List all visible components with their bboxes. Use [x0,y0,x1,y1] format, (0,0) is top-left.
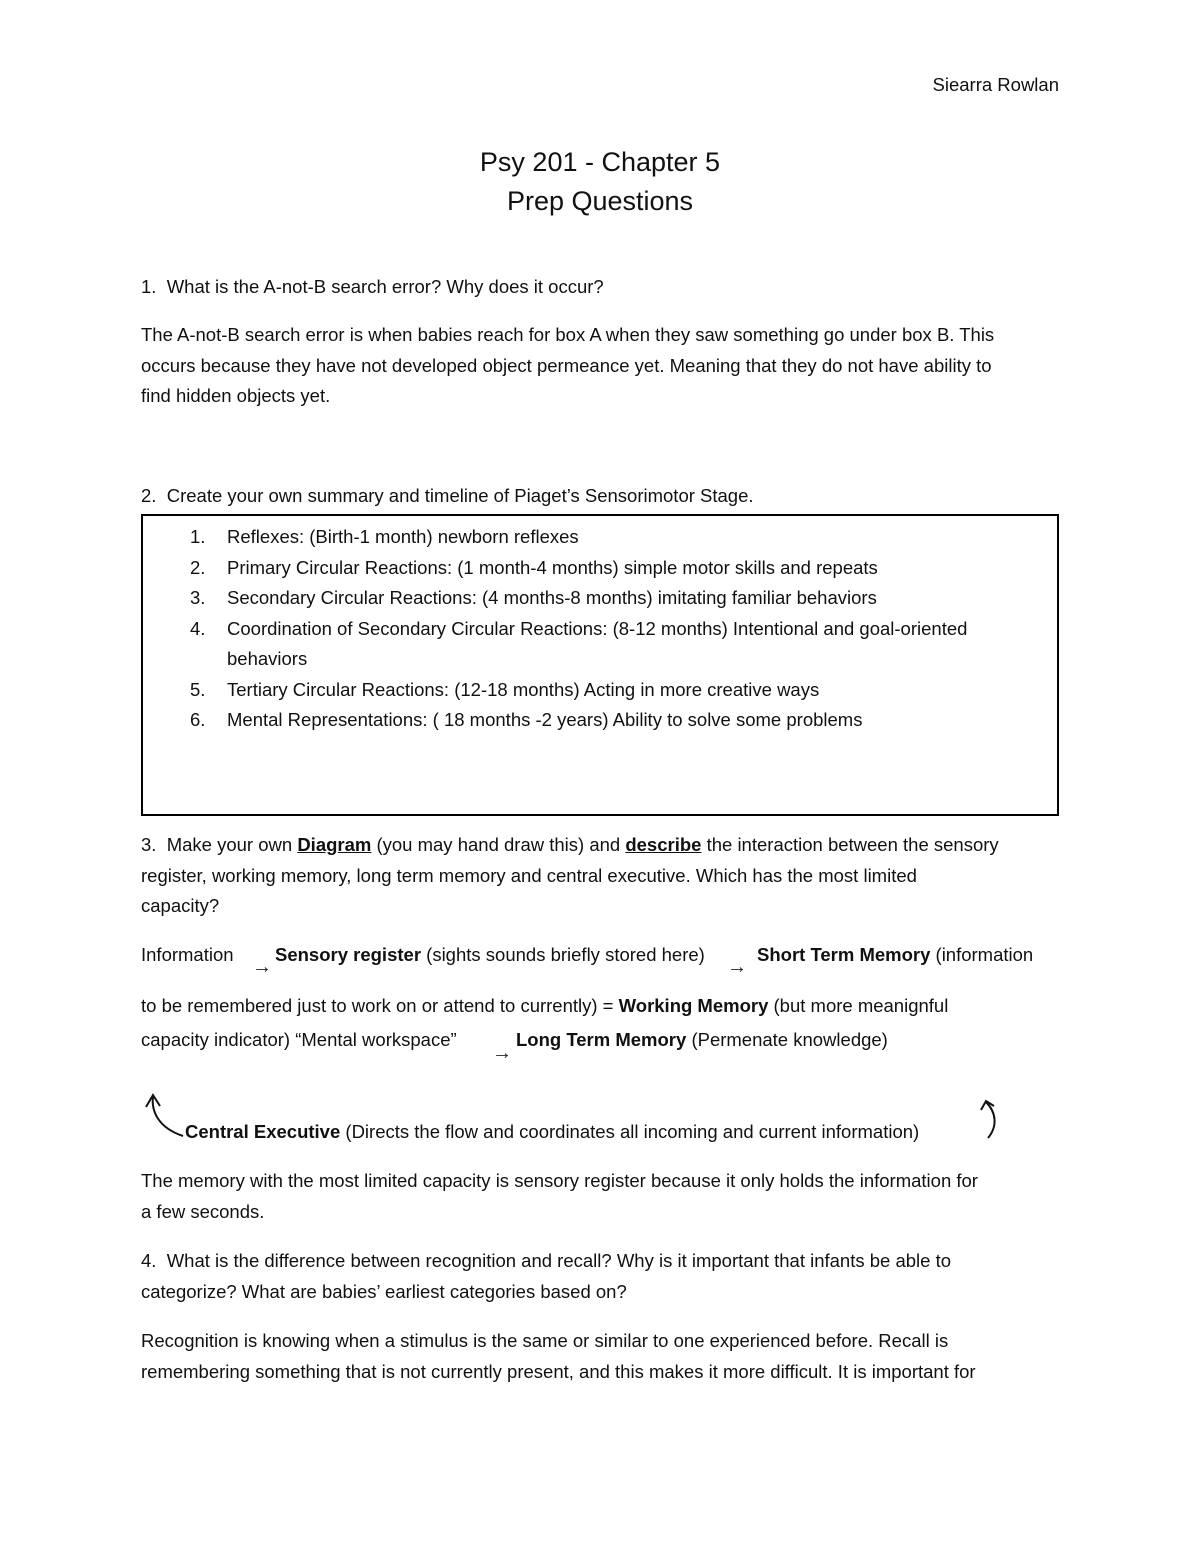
list-number: 6. [190,709,206,730]
stage-text: Reflexes: (Birth-1 month) newborn reflexes [227,526,579,547]
describe-keyword: describe [625,834,702,855]
answer-3 [141,1166,1061,1227]
list-item [143,675,1057,706]
stage-list [143,522,1057,736]
diagram-working-memory-line [141,991,948,1021]
stage-text: Primary Circular Reactions: (1 month-4 months) simple motor skills and repeats [227,556,878,578]
stage-text: Secondary Circular Reactions: (4 months-8 months) imitating familiar behaviors [227,587,877,608]
arrow-icon: → [492,1042,512,1064]
stage-text: Coordination of Secondary Circular Reactions: (8-12 months) Intentional and goal-oriented [227,617,968,639]
page-title: Psy 201 - Chapter 5 [479,147,721,177]
stage-text-continued: behaviors [227,648,308,669]
central-executive-desc: (Directs the flow and coordinates all incoming and current information) [345,1121,920,1142]
answer-line: remembering something that is not currently present, and this makes it more difficult. It is important for [141,1360,976,1382]
answer-line: The A-not-B search error is when babies reach for box A when they saw something go under box B. This [141,324,995,345]
question-line: register, working memory, long term memory and central executive. Which has the most limited [141,864,917,886]
list-number: 3. [190,587,206,608]
question-2 [141,481,754,511]
arrow-icon: → [252,956,272,978]
question-line: capacity? [141,895,220,916]
curved-arrow-left-icon [143,1090,189,1142]
working-memory-label: Working Memory [618,995,769,1016]
diagram-sensory-register [275,940,705,970]
diagram-information: Information [141,944,234,965]
list-number: 5. [190,678,206,700]
answer-4 [141,1326,1061,1387]
answer-line: The memory with the most limited capacity is sensory register because it only holds the information for [141,1170,978,1191]
working-memory-desc: (but more meanignful [773,995,949,1016]
question-text: What is the difference between recognition and recall? Why is it important that infants be able to [166,1250,952,1271]
question-text: Make your own [166,834,293,855]
list-number: 1. [190,526,206,547]
question-line [141,830,1061,861]
question-number: 2. [141,485,157,506]
question-line [141,1246,1061,1277]
question-number: 4. [141,1250,157,1271]
answer-1 [141,320,1061,412]
page-subtitle: Prep Questions [506,186,694,216]
sensory-register-desc: (sights sounds briefly stored here) [426,944,705,965]
question-1 [141,272,604,302]
diagram-long-term-memory [516,1025,888,1055]
stage-text: Mental Representations: ( 18 months -2 years) Ability to solve some problems [227,709,863,730]
working-memory-desc: to be remembered just to work on or attend to currently) = [141,995,614,1016]
stm-label: Short Term Memory [757,944,931,965]
diagram-central-executive [185,1117,919,1147]
arrow-icon: → [727,956,747,978]
question-3 [141,830,1061,922]
author-name: Siearra Rowlan [932,74,1059,95]
curved-arrow-right-icon [978,1096,1006,1142]
stm-desc: (information [935,944,1034,965]
list-item [143,614,1057,675]
central-executive-label: Central Executive [185,1121,341,1142]
sensory-register-label: Sensory register [275,944,422,965]
question-text: What is the A-not-B search error? Why does it occur? [166,276,604,297]
question-line: categorize? What are babies’ earliest categories based on? [141,1280,627,1302]
sensorimotor-timeline-box [141,514,1059,816]
question-text: the interaction between the sensory [706,834,999,855]
question-4 [141,1246,1061,1307]
answer-line: a few seconds. [141,1200,265,1222]
list-item [143,705,1057,736]
diagram-keyword: Diagram [297,834,372,855]
answer-line: Recognition is knowing when a stimulus is the same or similar to one experienced before. Recall is [141,1330,949,1351]
ltm-desc: (Permenate knowledge) [691,1029,888,1050]
answer-line: occurs because they have not developed object permeance yet. Meaning that they do not have ability to [141,354,992,376]
question-number: 3. [141,834,157,855]
list-number: 4. [190,617,206,639]
answer-line: find hidden objects yet. [141,385,331,406]
list-item [143,553,1057,584]
diagram-short-term-memory [757,940,1033,970]
list-number: 2. [190,556,206,578]
list-item [143,583,1057,614]
question-text: (you may hand draw this) and [376,834,621,855]
ltm-label: Long Term Memory [516,1029,687,1050]
stage-text: Tertiary Circular Reactions: (12-18 months) Acting in more creative ways [227,678,820,700]
list-item [143,522,1057,553]
diagram-capacity-line: capacity indicator) “Mental workspace” [141,1029,457,1050]
question-text: Create your own summary and timeline of Piaget’s Sensorimotor Stage. [166,485,754,506]
question-number: 1. [141,276,157,297]
